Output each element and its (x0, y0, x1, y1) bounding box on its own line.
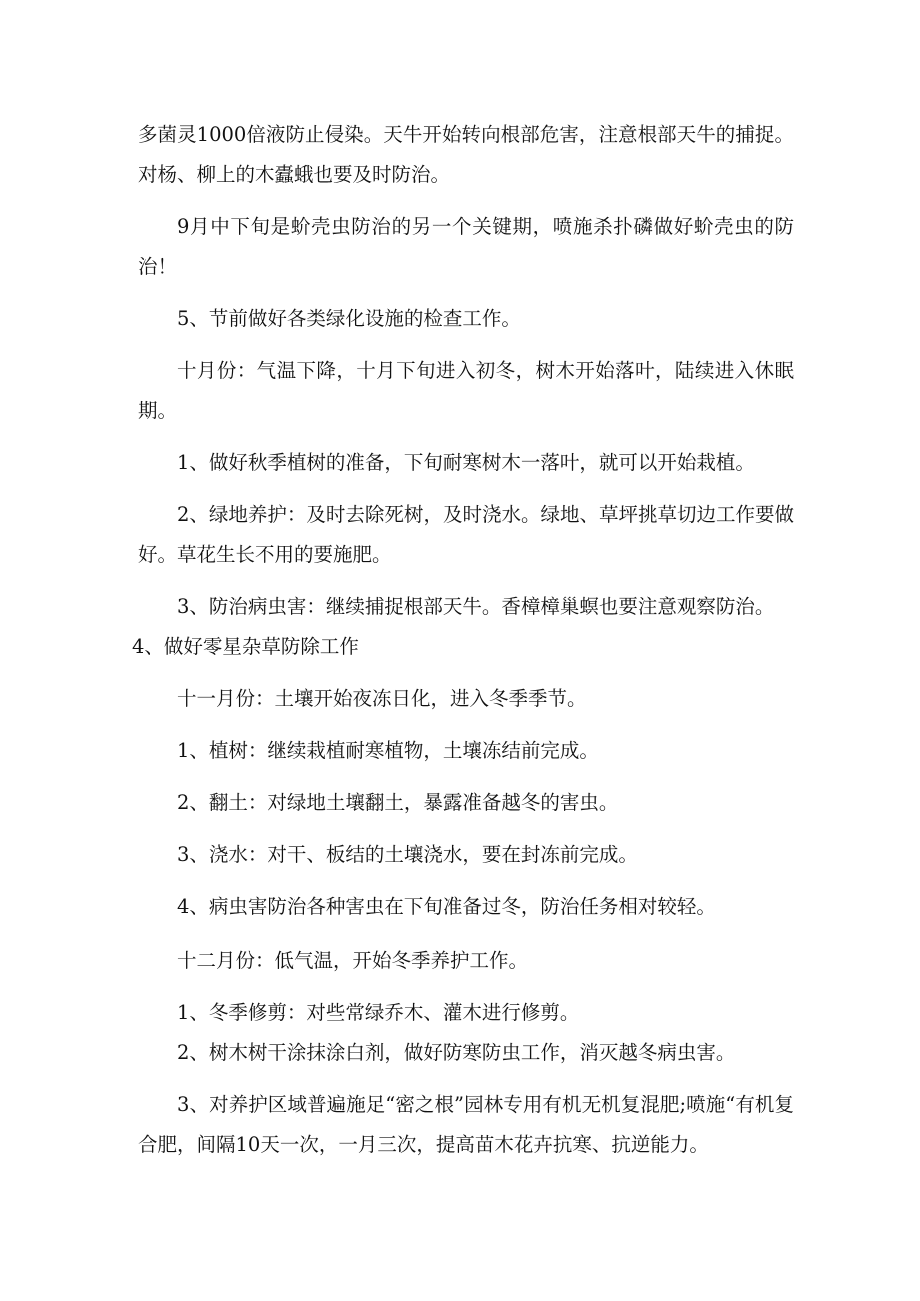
paragraph-november-heading: 十一月份：土壤开始夜冻日化，进入冬季季节。 (177, 687, 587, 710)
paragraph-november-item-1: 1、植树：继续栽植耐寒植物，土壤冻结前完成。 (177, 739, 599, 762)
paragraph-november-item-4: 4、病虫害防治各种害虫在下旬准备过冬，防治任务相对较轻。 (177, 895, 716, 918)
paragraph-november-item-2: 2、翻土：对绿地土壤翻土，暴露准备越冬的害虫。 (177, 791, 619, 814)
paragraph-pest-control-continued: 多菌灵1000倍液防止侵染。天牛开始转向根部危害，注意根部天牛的捕捉。对杨、柳上的木蠹蛾也要及时防治。 (138, 123, 794, 186)
paragraph-september-scale-insects: 9月中下旬是蚧壳虫防治的另一个关键期，喷施杀扑磷做好蚧壳虫的防治！ (138, 215, 794, 278)
paragraph-november-item-3: 3、浇水：对干、板结的土壤浇水，要在封冻前完成。 (177, 843, 638, 866)
paragraph-october-item-4: 4、做好零星杂草防除工作 (132, 635, 359, 658)
paragraph-december-heading: 十二月份：低气温，开始冬季养护工作。 (177, 949, 529, 972)
paragraph-december-item-3: 3、对养护区域普遍施足“密之根”园林专用有机无机复混肥;喷施“有机复合肥，间隔10天一次，一月三次，提高苗木花卉抗寒、抗逆能力。 (138, 1093, 794, 1156)
paragraph-october-item-3: 3、防治病虫害：继续捕捉根部天牛。香樟樟巢螟也要注意观察防治。 (177, 595, 775, 618)
paragraph-october-item-2: 2、绿地养护：及时去除死树，及时浇水。绿地、草坪挑草切边工作要做好。草花生长不用的要施肥。 (138, 503, 794, 566)
paragraph-october-item-1: 1、做好秋季植树的准备，下旬耐寒树木一落叶，就可以开始栽植。 (177, 451, 755, 474)
document-body (132, 115, 794, 1165)
paragraph-december-item-2: 2、树木树干涂抹涂白剂，做好防寒防虫工作，消灭越冬病虫害。 (177, 1041, 736, 1064)
paragraph-october-heading: 十月份：气温下降，十月下旬进入初冬，树木开始落叶，陆续进入休眠期。 (138, 359, 794, 422)
paragraph-item-5-facility-check: 5、节前做好各类绿化设施的检查工作。 (177, 307, 521, 330)
paragraph-december-item-1: 1、冬季修剪：对些常绿乔木、灌木进行修剪。 (177, 1001, 580, 1024)
